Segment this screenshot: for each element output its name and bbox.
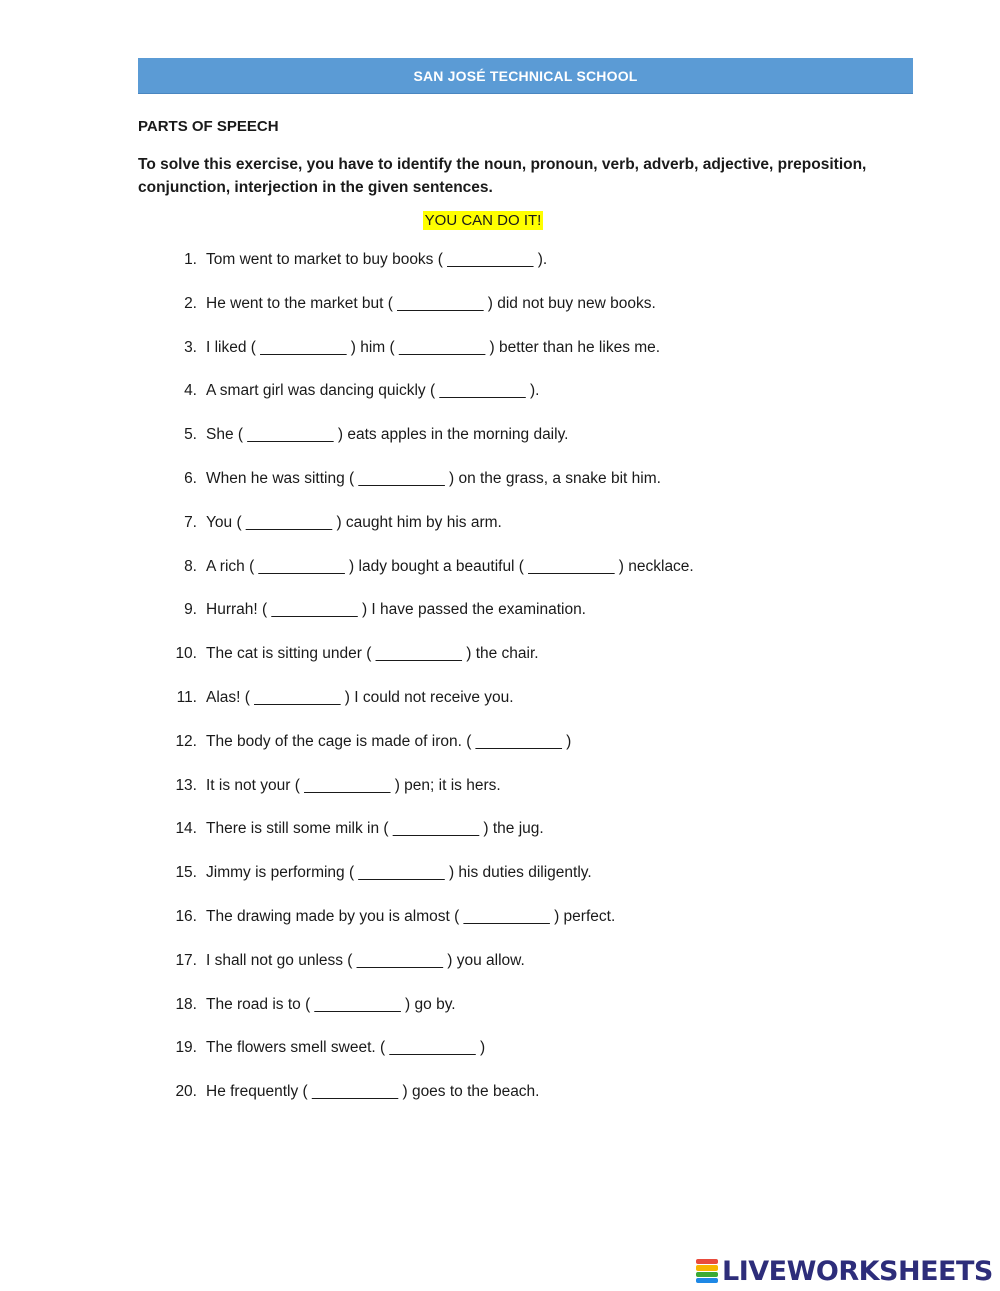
question-number: 20.	[175, 1083, 197, 1101]
logo-mark-block	[696, 1265, 718, 1270]
question-text: I liked ( __________ ) him ( __________ ) better than he likes me.	[206, 338, 661, 356]
question-text: There is still some milk in ( __________ ) the jug.	[206, 820, 544, 838]
question-text: The body of the cage is made of iron. ( __________ )	[206, 732, 572, 750]
question-item	[138, 512, 878, 556]
question-text: You ( __________ ) caught him by his arm.	[206, 513, 502, 531]
logo-text: LIVEWORKSHEETS	[722, 1255, 993, 1287]
question-item	[138, 337, 878, 381]
question-text: Jimmy is performing ( __________ ) his duties diligently.	[206, 864, 592, 882]
question-text: A smart girl was dancing quickly ( __________ ).	[206, 382, 540, 400]
school-header-banner	[138, 58, 913, 94]
question-number: 7.	[184, 513, 197, 531]
question-number: 18.	[175, 995, 197, 1013]
logo-mark-icon	[696, 1259, 718, 1283]
question-list	[138, 249, 878, 1125]
question-number: 5.	[184, 426, 197, 444]
question-item	[138, 249, 878, 293]
school-name: SAN JOSÉ TECHNICAL SCHOOL	[413, 67, 638, 84]
question-item	[138, 556, 878, 600]
question-text: Hurrah! ( __________ ) I have passed the examination.	[206, 601, 586, 619]
question-text: The drawing made by you is almost ( __________ ) perfect.	[206, 907, 616, 925]
question-item	[138, 906, 878, 950]
question-number: 3.	[184, 338, 197, 356]
question-item	[138, 818, 878, 862]
question-number: 1.	[184, 251, 197, 268]
question-item	[138, 643, 878, 687]
exercise-instructions: To solve this exercise, you have to identify the noun, pronoun, verb, adverb, adjective, preposition, conjunction, interjection in the given sentences.	[138, 156, 867, 196]
question-text: The road is to ( __________ ) go by.	[206, 995, 456, 1013]
question-text: He frequently ( __________ ) goes to the beach.	[206, 1083, 540, 1101]
question-item	[138, 424, 878, 468]
question-number: 15.	[175, 864, 197, 882]
question-text: It is not your ( __________ ) pen; it is hers.	[206, 776, 501, 794]
question-text: A rich ( __________ ) lady bought a beautiful ( __________ ) necklace.	[206, 557, 694, 575]
question-number: 8.	[184, 557, 197, 575]
motto-container	[138, 212, 828, 230]
question-item	[138, 950, 878, 994]
question-text: When he was sitting ( __________ ) on the grass, a snake bit him.	[206, 469, 661, 487]
question-number: 19.	[175, 1039, 197, 1057]
question-text: The cat is sitting under ( __________ ) the chair.	[206, 645, 539, 663]
question-item	[138, 731, 878, 775]
question-number: 10.	[175, 645, 197, 663]
question-item	[138, 599, 878, 643]
question-text: He went to the market but ( __________ ) did not buy new books.	[206, 294, 656, 312]
question-number: 9.	[184, 601, 197, 619]
logo-mark-block	[696, 1278, 718, 1283]
liveworksheets-logo	[696, 1255, 993, 1287]
question-text: The flowers smell sweet. ( __________ )	[206, 1039, 486, 1057]
question-item	[138, 380, 878, 424]
question-number: 11.	[176, 688, 197, 706]
question-text: I shall not go unless ( __________ ) you allow.	[206, 951, 525, 969]
question-item	[138, 687, 878, 731]
logo-mark-block	[696, 1272, 718, 1277]
question-text: Tom went to market to buy books ( __________ ).	[206, 251, 548, 268]
question-item	[138, 1081, 878, 1125]
question-item	[138, 468, 878, 512]
question-number: 12.	[175, 732, 197, 750]
question-item	[138, 293, 878, 337]
question-number: 2.	[184, 294, 197, 312]
question-item	[138, 994, 878, 1038]
question-number: 14.	[175, 820, 197, 838]
question-text: Alas! ( __________ ) I could not receive you.	[206, 688, 514, 706]
question-item	[138, 1037, 878, 1081]
question-number: 16.	[175, 907, 197, 925]
question-number: 17.	[175, 951, 197, 969]
question-number: 13.	[175, 776, 197, 794]
motto-highlight: YOU CAN DO IT!	[424, 212, 542, 229]
section-title: PARTS OF SPEECH	[138, 118, 279, 135]
question-number: 4.	[184, 382, 197, 400]
question-text: She ( __________ ) eats apples in the morning daily.	[206, 426, 569, 444]
question-item	[138, 862, 878, 906]
logo-mark-block	[696, 1259, 718, 1264]
question-item	[138, 775, 878, 819]
question-number: 6.	[184, 469, 197, 487]
